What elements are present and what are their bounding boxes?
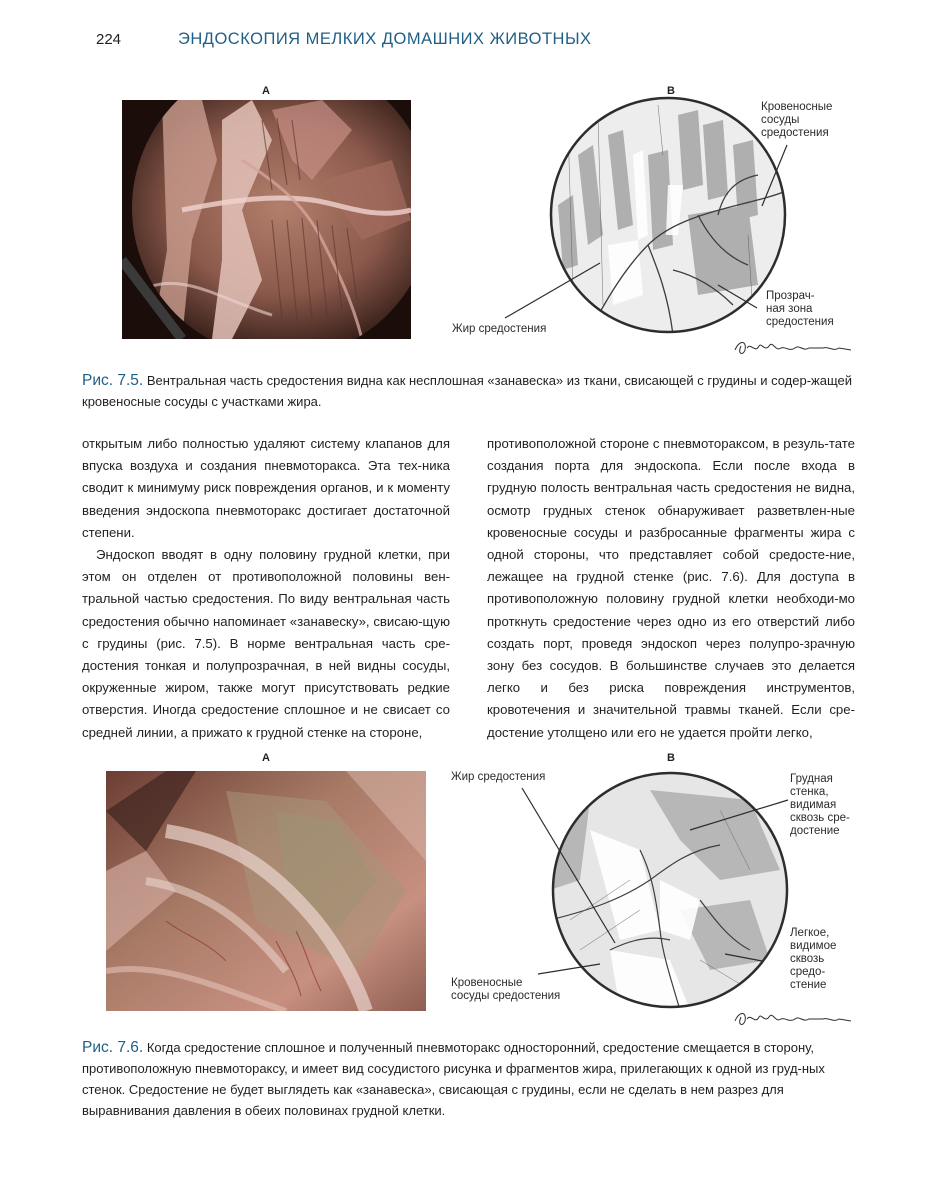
- figure-7-6-caption-text: Когда средостение сплошное и полученный пневмоторакс односторонний, средостение смещается в сторону, противоположную пневмотораксу, и имеет вид сосудистого рисунка и фрагментов жира, прилегающих к одной из груд-ных стенок. Средостение не будет выглядеть как «занавеска», свисающая с грудины, если не сделать в нем разрез для выравнивания давления в обеих половинах грудной клетки.: [82, 1040, 825, 1118]
- body-right-column: [487, 433, 855, 744]
- label-mediastinal-fat: Жир средостения: [452, 323, 547, 335]
- page-number: 224: [96, 31, 122, 48]
- body-left-column: [82, 433, 450, 744]
- figure-7-6-caption-prefix: Рис. 7.6.: [82, 1039, 144, 1056]
- label-line: ная зона: [766, 303, 813, 315]
- artist-signature: [733, 1007, 853, 1031]
- leader-line-fat: [522, 788, 615, 943]
- label-line: Кровеносные: [451, 977, 523, 989]
- label-line: видимая: [790, 799, 837, 811]
- label-mediastinal-vessels: [761, 101, 832, 140]
- label-line: стение: [790, 979, 827, 991]
- leader-line-clear-zone: [718, 285, 757, 308]
- leader-line-vessels: [538, 964, 600, 974]
- paragraph: Эндоскоп вводят в одну половину грудной клетки, при этом он отделен от противоположной половины вен-тральной частью средостения. По виду вентральная часть средостения обычно напоминает «занавеску», свисаю-щую с грудины (рис. 7.5). В норме вентральная часть сре-достения тонкая и полупрозрачная, в ней видны сосуды, окруженные жиром, также могут присутствовать редкие отверстия. Иногда средостение сплошное и не свисает со средней линии, а прижато к грудной стенке на стороне,: [82, 547, 450, 740]
- label-line: Легкое,: [790, 927, 830, 939]
- figure-7-5-panel-b-letter: B: [667, 85, 675, 97]
- label-line: средостения: [766, 316, 834, 328]
- leader-line-vessels: [762, 145, 787, 206]
- figure-7-5-caption: [82, 370, 855, 412]
- label-chest-wall: [790, 773, 850, 838]
- figure-7-5-caption-prefix: Рис. 7.5.: [82, 372, 144, 389]
- label-clear-zone: [766, 290, 834, 329]
- label-line: средо-: [790, 966, 826, 978]
- label-line: Грудная: [790, 773, 833, 785]
- label-line: сквозь сре-: [790, 812, 850, 824]
- label-line: средостения: [761, 127, 829, 139]
- leader-line-lung: [725, 954, 762, 961]
- running-title: ЭНДОСКОПИЯ МЕЛКИХ ДОМАШНИХ ЖИВОТНЫХ: [178, 30, 592, 48]
- label-line: сосуды: [761, 114, 800, 126]
- paragraph: открытым либо полностью удаляют систему клапанов для впуска воздуха и создания пневмоторакса. Эта тех-ника сводит к минимуму риск повреждения органов, и к моменту введения эндоскопа пневмоторакс достигает достаточной степени.: [82, 436, 450, 540]
- label-line: стенка,: [790, 786, 829, 798]
- label-line: достение: [790, 825, 840, 837]
- figure-7-6-panel-a-letter: A: [262, 752, 270, 764]
- label-mediastinal-vessels-2: [451, 977, 560, 1003]
- figure-7-6-panel-b-letter: B: [667, 752, 675, 764]
- label-mediastinal-fat-2: Жир средостения: [451, 771, 546, 783]
- paragraph: противоположной стороне с пневмотораксом, в резуль-тате создания порта для эндоскопа. Если после входа в грудную полость вентральная часть средостения не видна, осмотр грудных стенок обнаруживает разветвлен-ные кровеносные сосуды и разбросанные фрагменты жира с одной стороны, что представляет собой средосте-ние, лежащее на грудной стенке (рис. 7.6). Для доступа в противоположную половину грудной клетки необходи-мо проткнуть средостение через одно из его отверстий либо создать порт, проведя эндоскоп через полупро-зрачную зону без сосудов. В большинстве случаев это делается легко и без риска повреждения инструментов, кровотечения и значительной травмы тканей. Если сре-достение утолщено или его не удается пройти легко,: [487, 436, 855, 740]
- leader-line-chest-wall: [690, 800, 788, 830]
- label-line: сквозь: [790, 953, 825, 965]
- leader-line-fat: [505, 263, 600, 318]
- label-line: сосуды средостения: [451, 990, 561, 1002]
- figure-7-5-caption-text: Вентральная часть средостения видна как несплошная «занавеска» из ткани, свисающей с грудины и содер-жащей кровеносные сосуды с участками жира.: [82, 373, 853, 409]
- artist-signature: [733, 336, 853, 360]
- label-lung: [790, 927, 836, 992]
- label-line: Прозрач-: [766, 290, 815, 302]
- label-line: видимое: [790, 940, 837, 952]
- label-line: Кровеносные: [761, 101, 833, 113]
- figure-7-5-panel-a-letter: A: [262, 85, 270, 97]
- figure-7-6-caption: [82, 1037, 855, 1121]
